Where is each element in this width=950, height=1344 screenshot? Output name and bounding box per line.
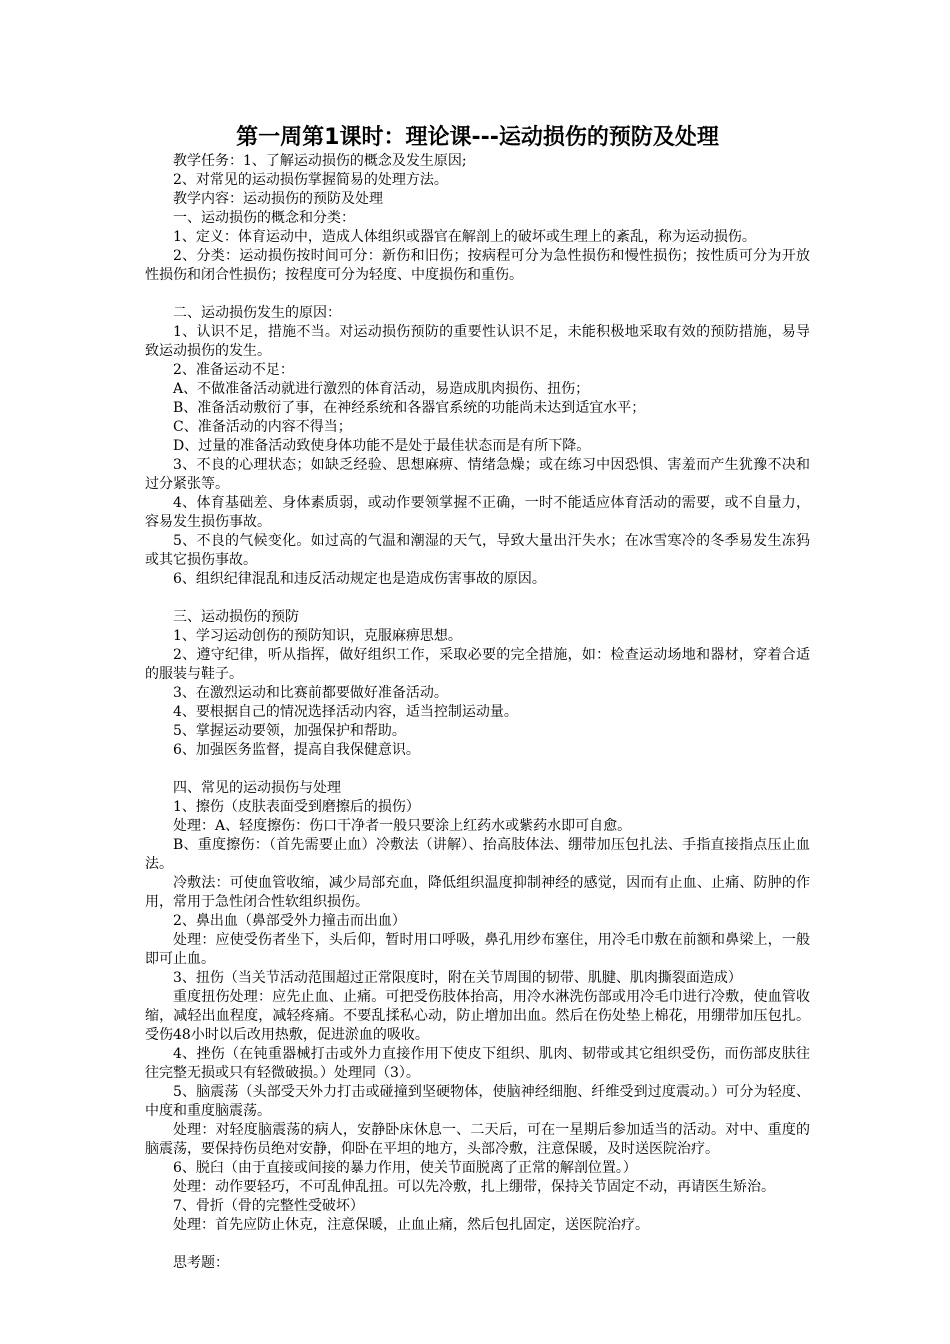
paragraph: 四、常见的运动损伤与处理	[173, 780, 341, 796]
paragraph: 4、体育基础差、身体素质弱，或动作要领掌握不正确，一时不能适应体育活动的需要，或不自量力，容易发生损伤事故。	[145, 495, 810, 530]
paragraph: 4、要根据自己的情况选择活动内容，适当控制运动量。	[173, 704, 518, 720]
paragraph: 2、准备运动不足：	[173, 362, 294, 378]
document-title: 第一周第1课时：理论课---运动损伤的预防及处理	[236, 125, 719, 150]
paragraph: 4、挫伤（在钝重器械打击或外力直接作用下使皮下组织、肌肉、韧带或其它组织受伤，而伤部皮肤往往完整无损或只有轻微破损。）处理同（3）。	[145, 1046, 810, 1081]
paragraph: 1、认识不足，措施不当。对运动损伤预防的重要性认识不足，未能积极地采取有效的预防措施，易导致运动损伤的发生。	[145, 324, 810, 359]
paragraph: 处理：对轻度脑震荡的病人，安静卧床休息一、二天后，可在一星期后参加适当的活动。对中、重度的脑震荡，要保持伤员绝对安静，仰卧在平坦的地方，头部冷敷，注意保暖，及时送医院治疗。	[145, 1122, 810, 1157]
paragraph: 处理：动作要轻巧，不可乱伸乱扭。可以先冷敷，扎上绷带，保持关节固定不动，再请医生矫治。	[173, 1179, 775, 1195]
paragraph: 三、运动损伤的预防	[173, 609, 299, 625]
paragraph: 3、不良的心理状态；如缺乏经验、思想麻痹、情绪急燥；或在练习中因恐惧、害羞而产生犹豫不决和过分紧张等。	[145, 457, 810, 492]
paragraph: 处理：应使受伤者坐下，头后仰，暂时用口呼吸，鼻孔用纱布塞住，用冷毛巾敷在前额和鼻梁上，一般即可止血。	[145, 932, 810, 967]
paragraph: 1、定义：体育运动中，造成人体组织或器官在解剖上的破坏或生理上的紊乱，称为运动损伤。	[173, 229, 756, 245]
paragraph: 2、遵守纪律，听从指挥，做好组织工作，采取必要的完全措施，如：检查运动场地和器材，穿着合适的服装与鞋子。	[145, 647, 810, 682]
paragraph: 3、扭伤（当关节活动范围超过正常限度时，附在关节周围的韧带、肌腱、肌肉撕裂面造成）	[173, 970, 742, 986]
blank-line	[145, 285, 810, 304]
paragraph: 6、组织纪律混乱和违反活动规定也是造成伤害事故的原因。	[173, 571, 546, 587]
paragraph: 6、加强医务监督，提高自我保健意识。	[173, 742, 420, 758]
paragraph: 思考题：	[173, 1255, 229, 1271]
paragraph: D、过量的准备活动致使身体功能不是处于最佳状态而是有所下降。	[173, 438, 591, 454]
blank-line	[145, 760, 810, 779]
document-body	[145, 152, 810, 1273]
document-page	[145, 124, 810, 1273]
paragraph: C、准备活动的内容不得当；	[173, 419, 352, 435]
paragraph: 5、脑震荡（头部受天外力打击或碰撞到坚硬物体，使脑神经细胞、纤维受到过度震动。）可分为轻度、中度和重度脑震荡。	[145, 1084, 810, 1119]
paragraph: B、准备活动敷衍了事，在神经系统和各器官系统的功能尚未达到适宜水平；	[173, 400, 646, 416]
paragraph: 5、不良的气候变化。如过高的气温和潮湿的天气，导致大量出汗失水；在冰雪寒冷的冬季易发生冻犸或其它损伤事故。	[145, 533, 810, 568]
blank-line	[145, 589, 810, 608]
paragraph: 1、学习运动创伤的预防知识，克服麻痹思想。	[173, 628, 462, 644]
paragraph: 6、脱臼（由于直接或间接的暴力作用，使关节面脱离了正常的解剖位置。）	[173, 1160, 637, 1176]
paragraph: 2、分类：运动损伤按时间可分：新伤和旧伤；按病程可分为急性损伤和慢性损伤；按性质可分为开放性损伤和闭合性损伤；按程度可分为轻度、中度损伤和重伤。	[145, 248, 810, 283]
paragraph: 教学任务：1、了解运动损伤的概念及发生原因;	[173, 153, 467, 169]
paragraph: 处理：首先应防止休克，注意保暖，止血止痛，然后包扎固定，送医院治疗。	[173, 1217, 649, 1233]
paragraph: 处理：A、轻度擦伤：伤口干净者一般只要涂上红药水或紫药水即可自愈。	[173, 818, 632, 834]
paragraph: 教学内容：运动损伤的预防及处理	[173, 191, 383, 207]
paragraph: 3、在激烈运动和比赛前都要做好准备活动。	[173, 685, 448, 701]
paragraph: 冷敷法：可使血管收缩，减少局部充血，降低组织温度抑制神经的感觉，因而有止血、止痛、防肿的作用，常用于急性闭合性软组织损伤。	[145, 875, 810, 910]
paragraph: 5、掌握运动要领，加强保护和帮助。	[173, 723, 406, 739]
paragraph: 1、擦伤（皮肤表面受到磨擦后的损伤）	[173, 799, 420, 815]
paragraph: A、不做准备活动就进行激烈的体育活动，易造成肌肉损伤、扭伤；	[173, 381, 590, 397]
paragraph: 重度扭伤处理：应先止血、止痛。可把受伤肢体抬高，用冷水淋洗伤部或用冷毛巾进行冷敷，使血管收缩，减轻出血程度，减轻疼痛。不要乱揉私心动，防止增加出血。然后在伤处垫上棉花，用绷带加压包扎。受伤48小时以后改用热敷，促进淤血的吸收。	[145, 989, 810, 1043]
paragraph: 一、运动损伤的概念和分类：	[173, 210, 355, 226]
paragraph: 2、鼻出血（鼻部受外力撞击而出血）	[173, 913, 406, 929]
paragraph: 7、骨折（骨的完整性受破坏）	[173, 1198, 364, 1214]
blank-line	[145, 1235, 810, 1254]
paragraph: 2、对常见的运动损伤掌握简易的处理方法。	[173, 172, 448, 188]
paragraph: B、重度擦伤：（首先需要止血）冷敷法（讲解）、抬高肢体法、绷带加压包扎法、手指直接指点压止血法。	[145, 837, 810, 872]
paragraph: 二、运动损伤发生的原因：	[173, 305, 341, 321]
